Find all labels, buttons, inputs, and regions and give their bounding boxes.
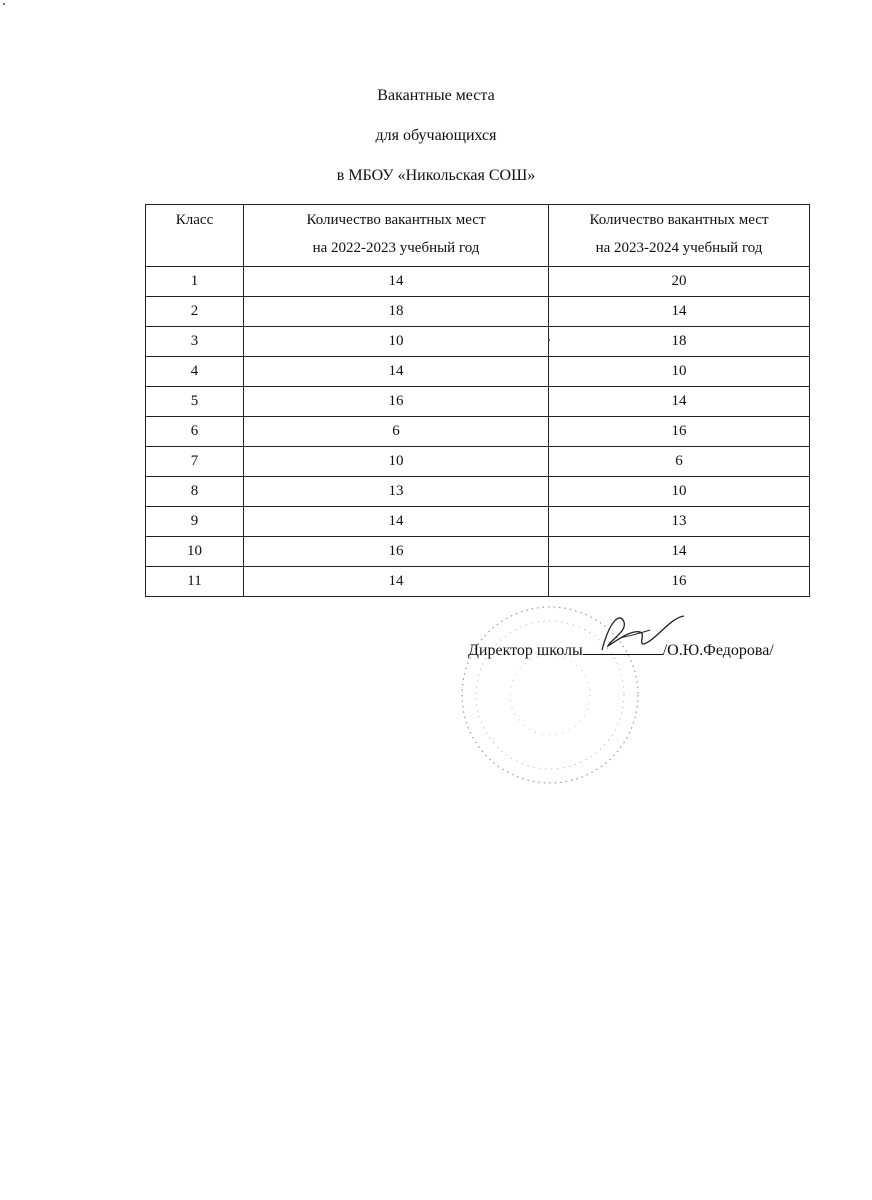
table-row xyxy=(146,267,810,297)
cell-2022-2023: 16 xyxy=(244,387,549,417)
table-row xyxy=(146,387,810,417)
cell-2022-2023: 18 xyxy=(244,297,549,327)
school-name: в МБОУ «Никольская СОШ» xyxy=(336,167,536,184)
cell-class: 9 xyxy=(146,507,244,537)
cell-2023-2024: 16 xyxy=(549,417,810,447)
scan-speck xyxy=(548,339,550,341)
cell-2023-2024: 14 xyxy=(549,297,810,327)
document-title: Вакантные места xyxy=(377,87,495,104)
cell-2022-2023: 10 xyxy=(244,447,549,477)
header-class xyxy=(146,205,244,267)
cell-class: 8 xyxy=(146,477,244,507)
cell-2023-2024: 14 xyxy=(549,537,810,567)
table-header-row xyxy=(146,205,810,267)
table-row xyxy=(146,447,810,477)
cell-class: 7 xyxy=(146,447,244,477)
cell-2022-2023: 14 xyxy=(244,357,549,387)
cell-2022-2023: 13 xyxy=(244,477,549,507)
cell-2023-2024: 10 xyxy=(549,357,810,387)
header-2022-2023 xyxy=(244,205,549,267)
cell-2023-2024: 18 xyxy=(549,327,810,357)
cell-class: 5 xyxy=(146,387,244,417)
cell-class: 2 xyxy=(146,297,244,327)
cell-2023-2024: 14 xyxy=(549,387,810,417)
signature-underline xyxy=(583,640,663,655)
header-2023-line2: на 2023-2024 учебный год xyxy=(595,240,763,256)
cell-class: 4 xyxy=(146,357,244,387)
cell-2023-2024: 20 xyxy=(549,267,810,297)
table-row xyxy=(146,477,810,507)
cell-2022-2023: 14 xyxy=(244,507,549,537)
cell-2022-2023: 14 xyxy=(244,567,549,597)
scan-speck xyxy=(3,3,5,5)
cell-class: 10 xyxy=(146,537,244,567)
cell-class: 1 xyxy=(146,267,244,297)
header-2023-line1: Количество вакантных мест xyxy=(589,212,769,228)
table-row xyxy=(146,417,810,447)
table-row xyxy=(146,327,810,357)
vacancies-table xyxy=(145,204,810,597)
cell-2023-2024: 13 xyxy=(549,507,810,537)
table-row xyxy=(146,567,810,597)
table-row xyxy=(146,537,810,567)
cell-class: 3 xyxy=(146,327,244,357)
signature-label: Директор школы xyxy=(468,642,583,659)
cell-class: 6 xyxy=(146,417,244,447)
cell-2022-2023: 10 xyxy=(244,327,549,357)
document-subtitle: для обучающихся xyxy=(375,127,497,144)
table-row xyxy=(146,297,810,327)
table-body xyxy=(146,267,810,597)
cell-2022-2023: 14 xyxy=(244,267,549,297)
header-2022-line1: Количество вакантных мест xyxy=(306,212,486,228)
cell-2022-2023: 16 xyxy=(244,537,549,567)
cell-2022-2023: 6 xyxy=(244,417,549,447)
signature-line xyxy=(468,640,774,661)
table-row xyxy=(146,357,810,387)
cell-2023-2024: 10 xyxy=(549,477,810,507)
header-2023-2024 xyxy=(549,205,810,267)
cell-class: 11 xyxy=(146,567,244,597)
header-class-label: Класс xyxy=(175,212,214,228)
cell-2023-2024: 16 xyxy=(549,567,810,597)
header-2022-line2: на 2022-2023 учебный год xyxy=(312,240,480,256)
table-row xyxy=(146,507,810,537)
signature-name: /О.Ю.Федорова/ xyxy=(662,642,774,659)
cell-2023-2024: 6 xyxy=(549,447,810,477)
